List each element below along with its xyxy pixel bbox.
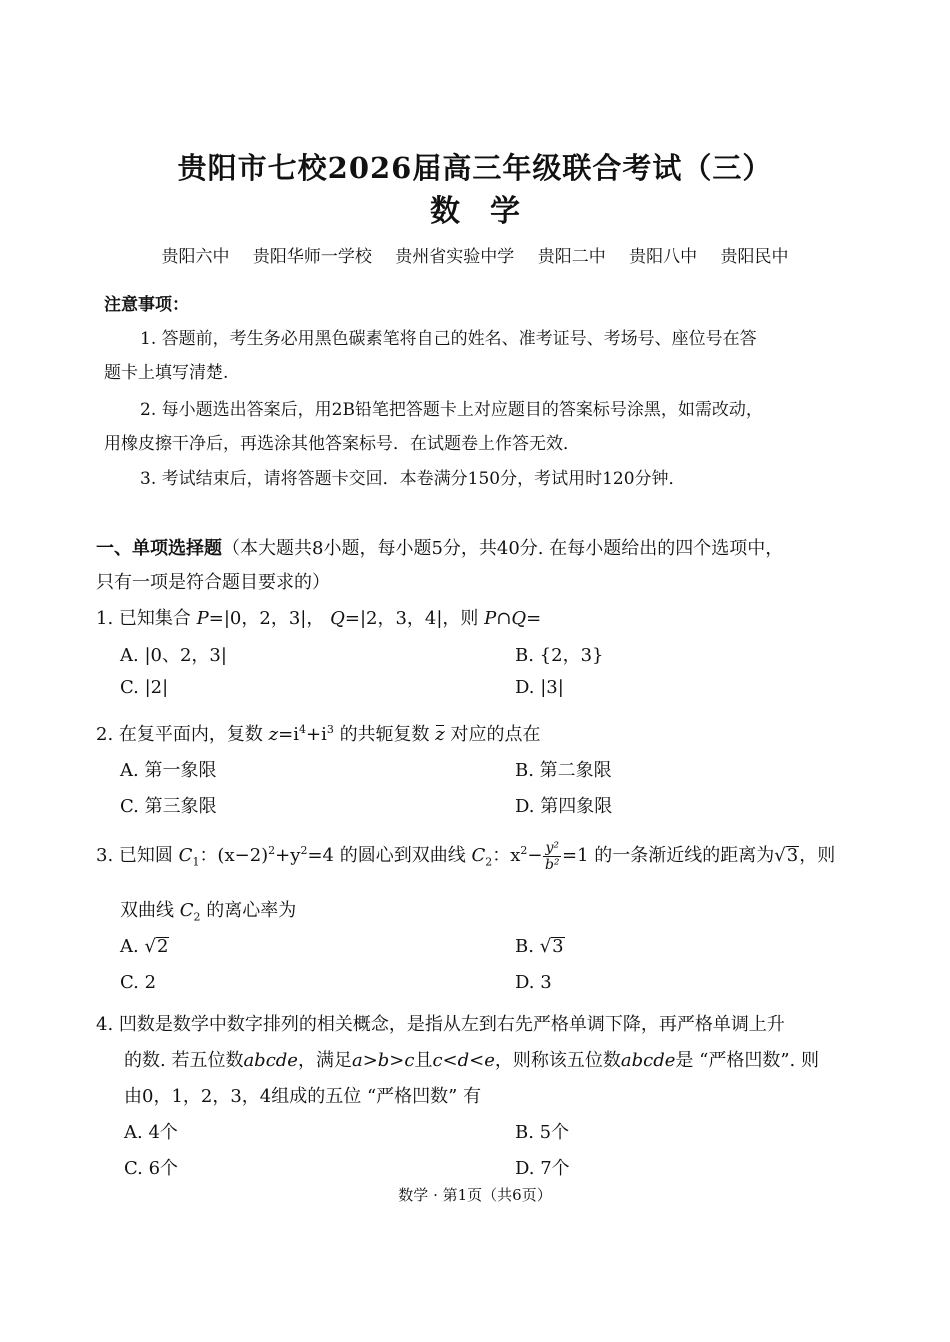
school-list (0, 242, 950, 267)
section-1-heading (96, 534, 783, 560)
q3-line2-b: 的离心率为 (206, 900, 297, 921)
q3-option-b-label: B. (515, 936, 534, 957)
section-1-desc-2: 只有一项是符合题目要求的） (96, 572, 330, 593)
q2-conjugate-z: z (435, 724, 445, 745)
question-3-stem (96, 836, 835, 876)
q3-frac-denominator: b² (544, 856, 560, 873)
school-name: 贵阳二中 (537, 247, 606, 267)
q1-option-c: C. |2| (120, 677, 169, 698)
q3-sqrt: √3 (774, 845, 799, 866)
q1-set-q-symbol: Q (330, 608, 345, 629)
q2-text-b: 的共轭复数 (339, 724, 430, 745)
q3-sq1: 2 (268, 844, 276, 857)
subject-title: 数学 (430, 194, 550, 229)
q1-expression: P∩Q= (484, 608, 542, 629)
q3-sub1: 1 (192, 855, 200, 869)
q3-option-c: C. 2 (120, 972, 157, 993)
q3-sq3: 2 (520, 844, 528, 857)
q1-set-p: =|0，2，3|， (208, 608, 325, 629)
note-2-line-1: 2. 每小题选出答案后，用2B铅笔把答题卡上对应题目的答案标号涂黑，如需改动， (140, 400, 763, 420)
question-number: 2. (96, 724, 114, 745)
q1-text-a: 已知集合 (118, 608, 191, 629)
note-1-line-1: 1. 答题前，考生务必用黑色碳素笔将自己的姓名、准考证号、考场号、座位号在答 (140, 329, 757, 349)
note-1-line-2: 题卡上填写清楚. (104, 363, 229, 383)
q3-sqrt-radicand: 3 (786, 845, 799, 866)
school-name: 贵州省实验中学 (395, 247, 515, 267)
exam-title: 贵阳市七校2026届高三年级联合考试（三） (177, 151, 773, 185)
q3-circle-b: +y (275, 845, 301, 866)
q4-line1: 凹数是数学中数字排列的相关概念，是指从左到右先严格单调下降，再严格单调上升 (118, 1014, 785, 1035)
q3-sub2: 2 (485, 855, 493, 869)
q2-option-b: B. 第二象限 (515, 760, 612, 781)
q3-option-a (120, 936, 169, 957)
q3-circle-c: =4 的圆心到双曲线 (307, 845, 466, 866)
q2-option-c: C. 第三象限 (120, 796, 217, 817)
q3-option-b-radicand: 3 (552, 936, 564, 957)
q3-text-a: 已知圆 (118, 845, 173, 866)
school-name: 贵阳六中 (161, 247, 230, 267)
question-number: 4. (96, 1014, 114, 1035)
q4-option-c: C. 6个 (124, 1158, 179, 1179)
q3-option-d: D. 3 (515, 972, 552, 993)
q3-c1: C (178, 845, 193, 866)
q3-c2: C (471, 845, 486, 866)
q3-frac-numerator: y² (545, 839, 559, 856)
q2-text-a: 在复平面内，复数 (118, 724, 263, 745)
note-3: 3. 考试结束后，请将答题卡交回．本卷满分150分，考试用时120分钟． (140, 469, 686, 489)
q1-option-a: A. |0、2，3| (120, 645, 227, 666)
q3-text-end: ，则 (799, 845, 836, 866)
question-2-stem (96, 720, 541, 746)
q3-minus: − (527, 845, 543, 866)
q4-line2-d: ，则称该五位数 (494, 1050, 621, 1071)
q3-sub2-repeat: 2 (193, 910, 201, 924)
q4-cond2: c<d<e (432, 1050, 495, 1071)
q2-eq: =i (278, 724, 299, 745)
q2-exp2: 3 (326, 723, 334, 736)
question-3-line-2 (120, 896, 296, 922)
q3-hyper-a: ：x (492, 845, 521, 866)
q1-set-q: =|2，3，4|，则 (344, 608, 479, 629)
question-4-line-1 (96, 1010, 785, 1036)
note-2-line-2: 用橡皮擦干净后，再选涂其他答案标号．在试题卷上作答无效． (104, 434, 580, 454)
q4-line2-b: ，满足 (297, 1050, 352, 1071)
section-1-title: 一、单项选择题 (96, 538, 222, 559)
school-name: 贵阳民中 (720, 247, 789, 267)
school-name: 贵阳华师一学校 (252, 247, 372, 267)
q1-option-b: B. {2，3} (515, 645, 604, 666)
q4-cond1: a>b>c (351, 1050, 415, 1071)
q2-exp1: 4 (298, 723, 306, 736)
q2-plus: +i (305, 724, 327, 745)
q1-option-d: D. |3| (515, 677, 564, 698)
question-4-line-3: 由0，1，2，3，4组成的五位 “严格凹数” 有 (124, 1086, 482, 1107)
q3-sq2: 2 (300, 844, 308, 857)
q3-hyper-b: =1 的一条渐近线的距离为 (562, 845, 775, 866)
q2-text-c: 对应的点在 (450, 724, 541, 745)
question-number: 3. (96, 845, 114, 866)
q2-z: z (268, 724, 279, 745)
q2-option-a: A. 第一象限 (120, 760, 217, 781)
q4-abcde-2: abcde (620, 1050, 676, 1071)
section-1-desc-1: （本大题共8小题，每小题5分，共40分. 在每小题给出的四个选项中， (222, 538, 784, 559)
q3-option-a-radicand: 2 (156, 936, 169, 957)
q4-abcde: abcde (243, 1050, 298, 1071)
question-1-stem (96, 604, 541, 630)
question-4-line-2 (124, 1046, 819, 1072)
page-footer: 数学 · 第1页（共6页） (398, 1186, 552, 1204)
q3-circle-a: ：(x−2) (199, 845, 269, 866)
q4-line2-c: 且 (414, 1050, 433, 1071)
q4-option-a: A. 4个 (124, 1122, 178, 1143)
q4-line2-a: 的数. 若五位数 (124, 1050, 244, 1071)
q3-fraction (543, 840, 561, 873)
q3-option-b (515, 936, 565, 957)
q3-c2-repeat: C (179, 900, 194, 921)
notes-heading: 注意事项： (104, 295, 189, 315)
school-name: 贵阳八中 (629, 247, 698, 267)
q4-option-b: B. 5个 (515, 1122, 570, 1143)
question-number: 1. (96, 608, 114, 629)
q3-option-b-sqrt: √3 (539, 936, 564, 957)
q4-line2-e: 是 “严格凹数”. 则 (675, 1050, 819, 1071)
q3-option-a-sqrt: √2 (144, 936, 169, 957)
q4-option-d: D. 7个 (515, 1158, 570, 1179)
q3-line2-a: 双曲线 (120, 900, 174, 921)
q2-option-d: D. 第四象限 (515, 796, 613, 817)
q3-option-a-label: A. (120, 936, 139, 957)
q1-set-p-symbol: P (196, 608, 209, 629)
